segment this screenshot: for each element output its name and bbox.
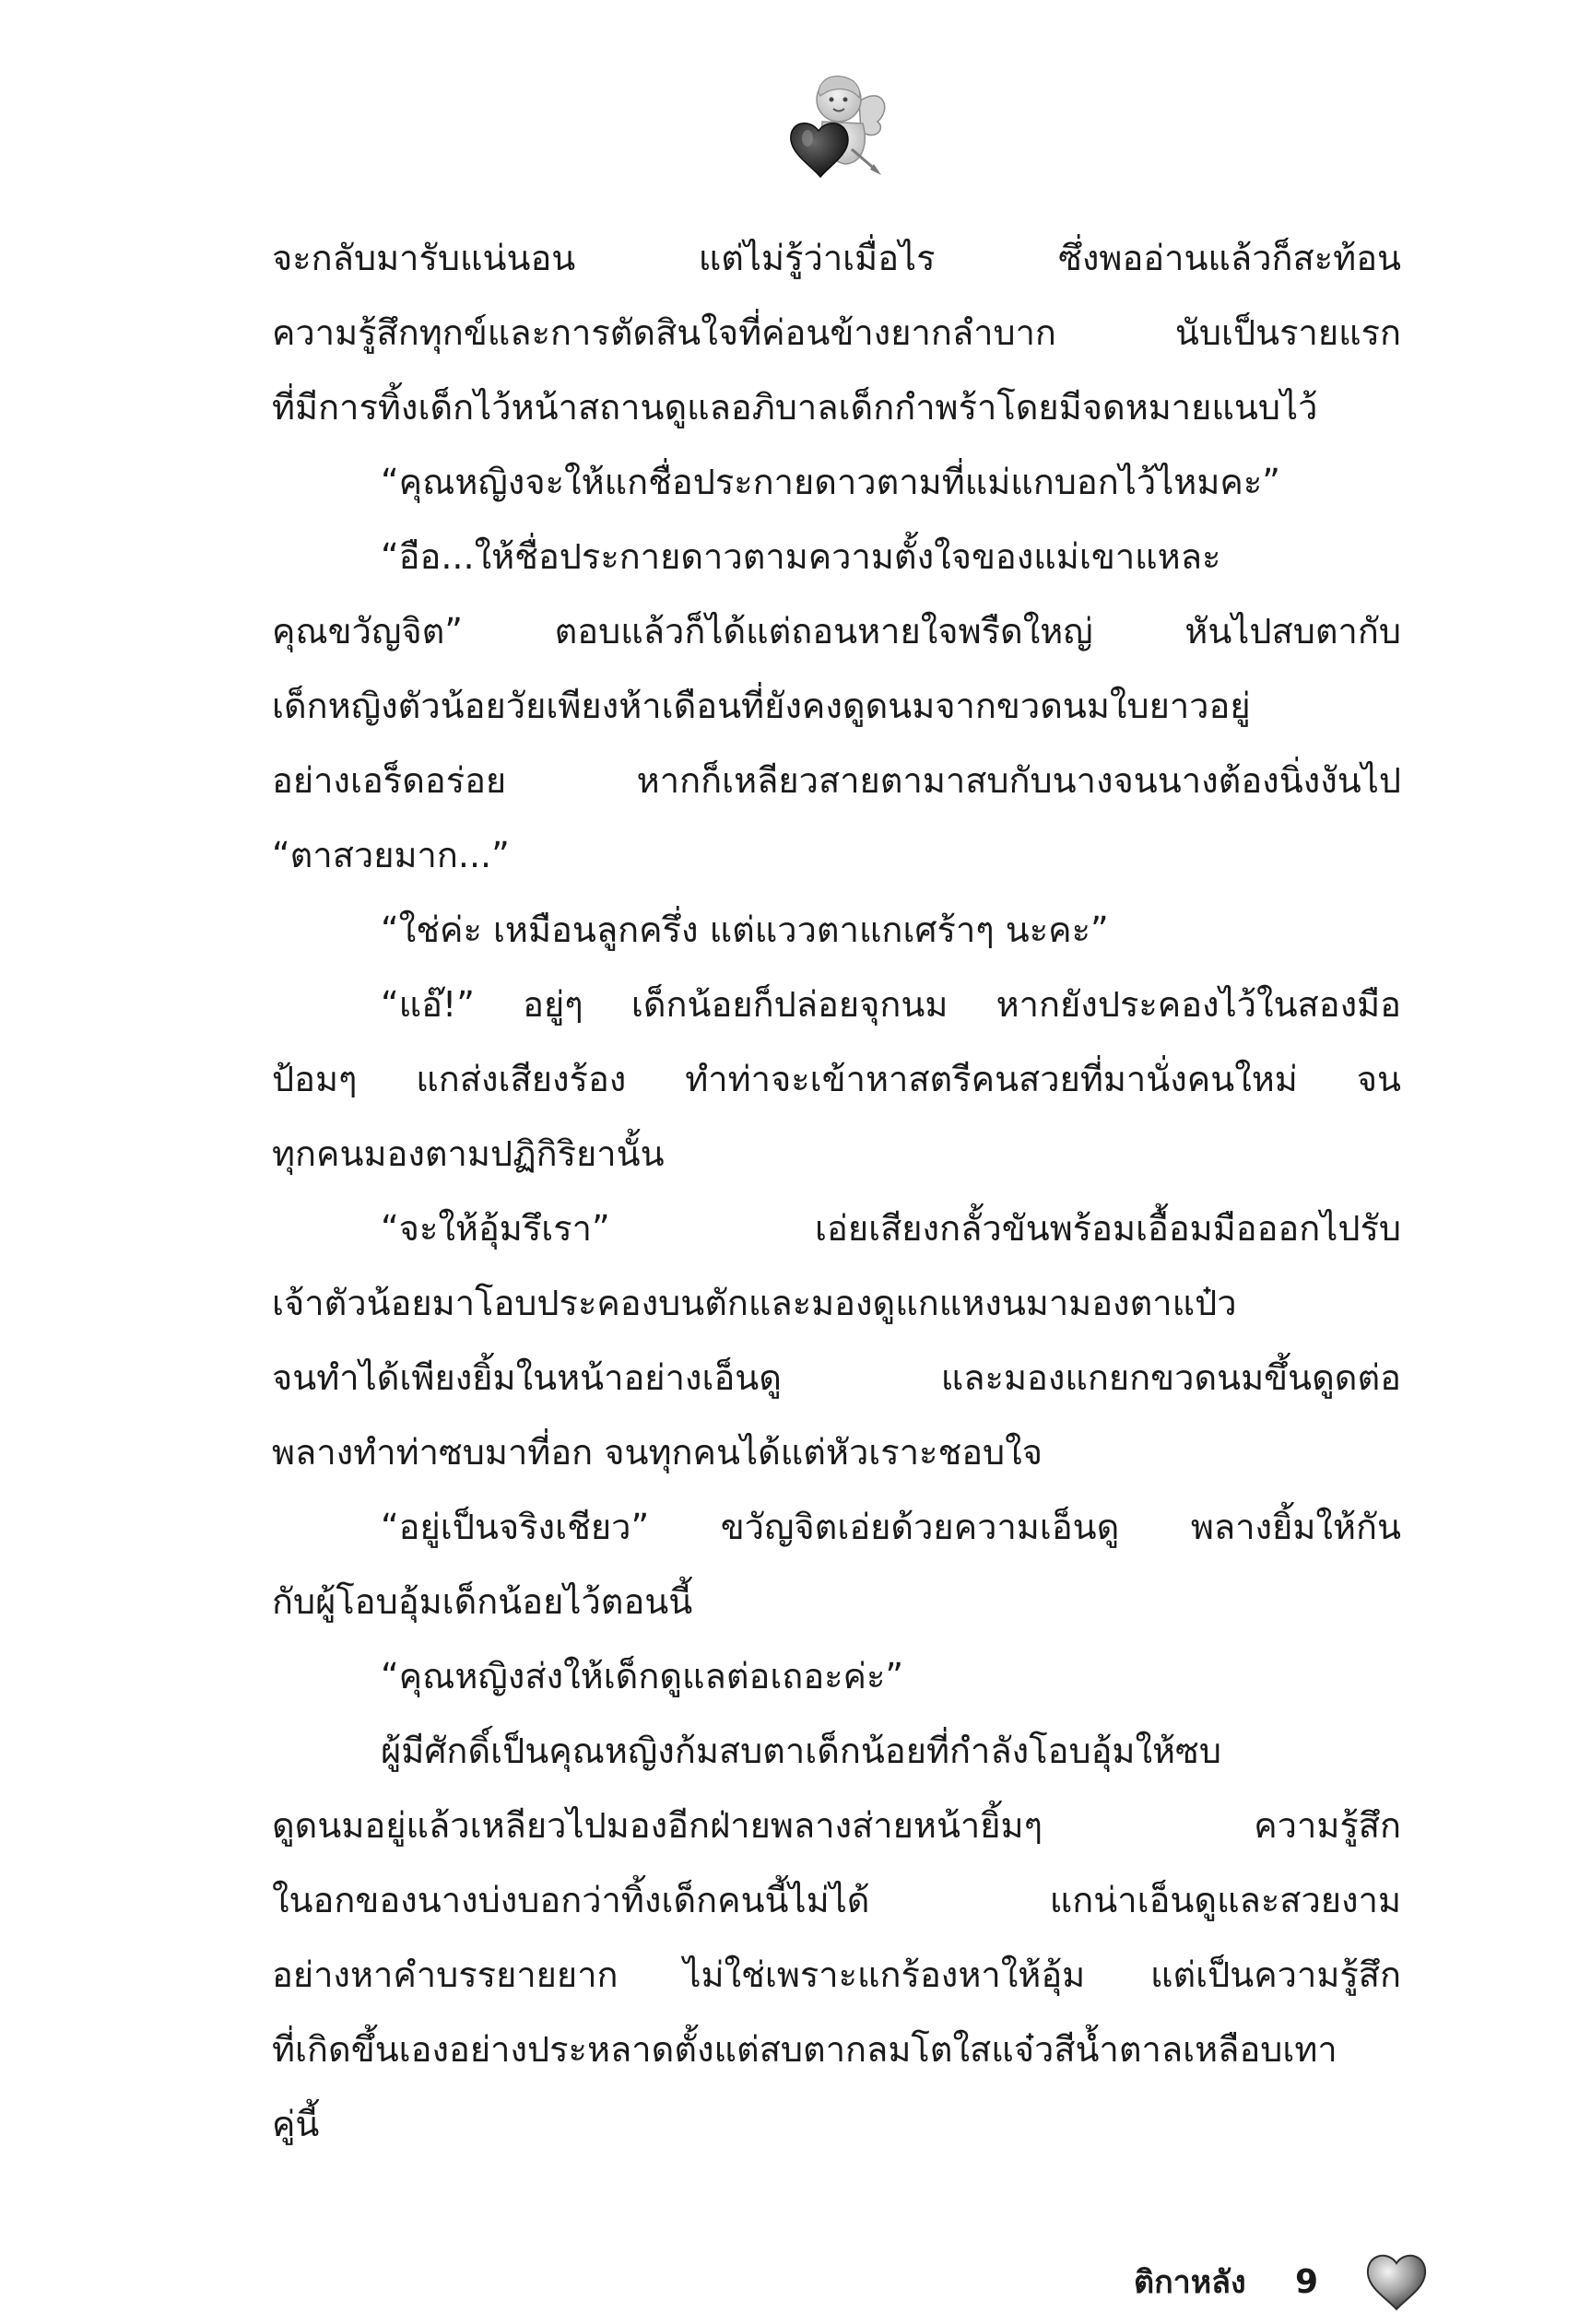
text-line: ความรู้สึกทุกข์และการตัดสินใจที่ค่อนข้างยากลำบาก นับเป็นรายแรก (272, 312, 1401, 353)
heart-icon (1364, 2250, 1429, 2311)
running-title: ติกาหลัง (1134, 2264, 1246, 2301)
body-text (272, 221, 1401, 2162)
text-line: “ใช่ค่ะ เหมือนลูกครึ่ง แต่แววตาแกเศร้าๆ นะคะ” (381, 910, 1109, 950)
text-line: “คุณหญิงจะให้แกชื่อประกายดาวตามที่แม่แกบอกไว้ไหมคะ” (381, 462, 1280, 502)
text-line: “อือ...ให้ชื่อประกายดาวตามความตั้งใจของแม่เขาแหละ (381, 536, 1221, 577)
text-line: คุณขวัญจิต” ตอบแล้วก็ได้แต่ถอนหายใจพรืดใหญ่ หันไปสบตากับ (272, 611, 1401, 651)
text-line: “จะให้อุ้มรึเรา” เอ่ยเสียงกลั้วขันพร้อมเอื้อมมือออกไปรับ (381, 1208, 1401, 1249)
text-line: ผู้มีศักดิ์เป็นคุณหญิงก้มสบตาเด็กน้อยที่กำลังโอบอุ้มให้ซบ (381, 1731, 1221, 1771)
text-line: “แอ๊!” อยู่ๆ เด็กน้อยก็ปล่อยจุกนม หากยังประคองไว้ในสองมือ (381, 984, 1401, 1025)
text-line: จนทำได้เพียงยิ้มในหน้าอย่างเอ็นดู และมองแกยกขวดนมขึ้นดูดต่อ (272, 1357, 1401, 1398)
cherub-with-heart-icon (774, 65, 894, 184)
text-line: ที่เกิดขึ้นเองอย่างประหลาดตั้งแต่สบตากลมโตใสแจ๋วสีน้ำตาลเหลือบเทา (272, 2029, 1337, 2070)
page-footer (1088, 2250, 1456, 2324)
text-line: คู่นี้ (272, 2104, 320, 2144)
text-line: เจ้าตัวน้อยมาโอบประคองบนตักและมองดูแกแหงนมามองตาแป๋ว (272, 1283, 1237, 1323)
text-line: ป้อมๆ แกส่งเสียงร้อง ทำท่าจะเข้าหาสตรีคนสวยที่มานั่งคนใหม่ จน (272, 1059, 1401, 1099)
text-line: พลางทำท่าซบมาที่อก จนทุกคนได้แต่หัวเราะชอบใจ (272, 1432, 1043, 1473)
text-line: เด็กหญิงตัวน้อยวัยเพียงห้าเดือนที่ยังคงดูดนมจากขวดนมใบยาวอยู่ (272, 686, 1251, 726)
text-line: “คุณหญิงส่งให้เด็กดูแลต่อเถอะค่ะ” (381, 1656, 904, 1696)
text-line: ในอกของนางบ่งบอกว่าทิ้งเด็กคนนี้ไม่ได้ แกน่าเอ็นดูและสวยงาม (272, 1880, 1401, 1920)
text-line: ทุกคนมองตามปฏิกิริยานั้น (272, 1133, 665, 1174)
text-line: “ตาสวยมาก...” (272, 835, 510, 875)
text-line: อย่างหาคำบรรยายยาก ไม่ใช่เพราะแกร้องหาให้อุ้ม แต่เป็นความรู้สึก (272, 1954, 1401, 1995)
text-line: ดูดนมอยู่แล้วเหลียวไปมองอีกฝ่ายพลางส่ายหน้ายิ้มๆ ความรู้สึก (272, 1805, 1401, 1846)
text-line: “อยู่เป็นจริงเชียว” ขวัญจิตเอ่ยด้วยความเอ็นดู พลางยิ้มให้กัน (381, 1507, 1401, 1547)
text-line: ที่มีการทิ้งเด็กไว้หน้าสถานดูแลอภิบาลเด็กกำพร้าโดยมีจดหมายแนบไว้ (272, 387, 1318, 428)
text-line: อย่างเอร็ดอร่อย หากก็เหลียวสายตามาสบกับนางจนนางต้องนิ่งงันไป (272, 760, 1401, 801)
page-number: 9 (1295, 2263, 1319, 2301)
text-line: จะกลับมารับแน่นอน แต่ไม่รู้ว่าเมื่อไร ซึ่งพออ่านแล้วก็สะท้อน (272, 238, 1401, 278)
text-line: กับผู้โอบอุ้มเด็กน้อยไว้ตอนนี้ (272, 1581, 693, 1622)
